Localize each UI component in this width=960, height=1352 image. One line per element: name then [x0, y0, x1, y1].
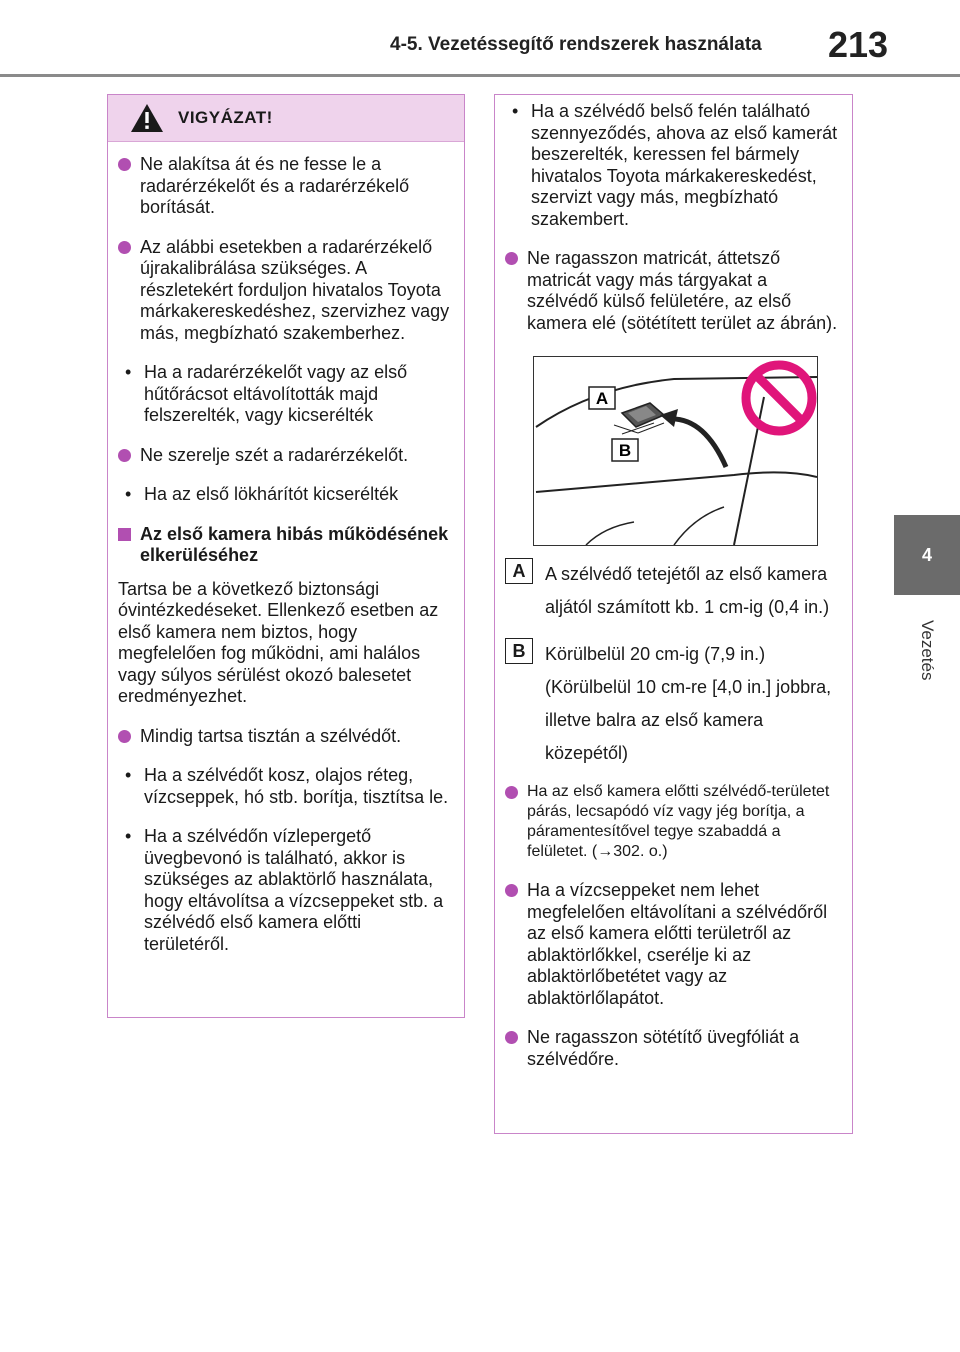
bullet-dot	[118, 158, 131, 171]
section-heading: Az első kamera hibás működésének elkerüléséhez	[118, 524, 450, 567]
paragraph: Tartsa be a következő biztonsági óvintézkedéseket. Ellenkező esetben az első kamera nem biztos, hogy megfelelően fog működni, ami halálos vagy súlyos sérülést okozó balesetet eredményezhet.	[118, 578, 439, 706]
bullet-dot	[118, 730, 131, 743]
list-item: • Ha a szélvédőt kosz, olajos réteg, vízcseppek, hó stb. borítja, tisztítsa le.	[125, 765, 449, 807]
list-item: Ha az első kamera előtti szélvédő-területet párás, lecsapódó víz vagy jég borítja, a páramentesítővel tegye szabaddá a felületet. (→302. o.)	[505, 782, 838, 862]
bullet-dot	[505, 252, 518, 265]
chapter-label: Vezetés	[918, 619, 937, 681]
list-item: Ne alakítsa át és ne fesse le a radarérzékelőt és a radarérzékelő borítását.	[118, 154, 450, 219]
list-item: Ha a vízcseppeket nem lehet megfelelően eltávolítani a szélvédőről az első kamera előtti területről az ablaktörlőkkel, cserélje ki az ablaktörlőbetétet vagy az ablaktörlőlapátot.	[505, 880, 838, 1009]
label-b-row	[505, 638, 838, 770]
list-item: Mindig tartsa tisztán a szélvédőt.	[118, 726, 450, 748]
list-item: Ne ragasszon matricát, áttetsző matricát vagy más tárgyakat a szélvédő külső felületére, az első kamera elé (sötétített terület az ábrán).	[505, 248, 838, 334]
page-header-title: 4-5. Vezetéssegítő rendszerek használata	[390, 34, 762, 55]
bullet-dot	[505, 786, 518, 799]
svg-text:A: A	[595, 389, 609, 408]
label-a-text: A szélvédő tetejétől az első kamera aljától számított kb. 1 cm-ig (0,4 in.)	[545, 564, 830, 617]
list-item: • Ha az első lökhárítót kicserélték	[125, 484, 399, 504]
chapter-tab[interactable]: 4	[894, 515, 960, 595]
list-item: • Ha a szélvédő belső felén található szennyeződés, ahova az első kamerát beszerelték, keressen fel bármely hivatalos Toyota márkakereskedést, szervizt vagy más, megbízható szakembert.	[512, 101, 838, 229]
list-item: Ne ragasszon sötétítő üvegfóliát a szélvédőre.	[505, 1027, 838, 1070]
bullet-dot	[505, 884, 518, 897]
list-item: Ne szerelje szét a radarérzékelőt.	[118, 445, 450, 467]
warning-icon	[130, 103, 164, 133]
list-item: • Ha a radarérzékelőt vagy az első hűtőrácsot eltávolították majd felszerelték, vagy kicserélték	[125, 362, 408, 425]
bullet-dot	[118, 449, 131, 462]
label-a-row	[505, 558, 838, 624]
header-divider	[0, 74, 960, 77]
warning-heading: VIGYÁZAT!	[178, 108, 273, 127]
warning-header	[108, 95, 464, 142]
warning-box-right	[494, 94, 853, 1134]
warning-box-left	[107, 94, 465, 1018]
svg-text:B: B	[618, 441, 632, 460]
bullet-dot	[118, 241, 131, 254]
label-a-badge: A	[505, 558, 533, 584]
page-number: 213	[828, 24, 889, 65]
windshield-camera-diagram	[534, 357, 817, 545]
label-b-badge: B	[505, 638, 533, 664]
label-b-text: Körülbelül 20 cm-ig (7,9 in.) (Körülbelül 10 cm-re [4,0 in.] jobbra, illetve balra az első kamera közepétől)	[545, 644, 832, 763]
list-item: Az alábbi esetekben a radarérzékelő újrakalibrálása szükséges. A részletekért forduljon hivatalos Toyota márkakereskedéshez, szervizhez vagy más, megbízható szakemberhez.	[118, 237, 450, 345]
bullet-dot	[505, 1031, 518, 1044]
prohibited-sign-icon	[746, 365, 812, 431]
camera-area-illustration	[533, 356, 818, 546]
square-bullet	[118, 528, 131, 541]
list-item: • Ha a szélvédőn vízlepergető üvegbevonó is található, akkor is szükséges az ablaktörlő használata, hogy eltávolítsa a vízcseppeket stb. a szélvédő első kamera előtti területéről.	[125, 826, 444, 954]
